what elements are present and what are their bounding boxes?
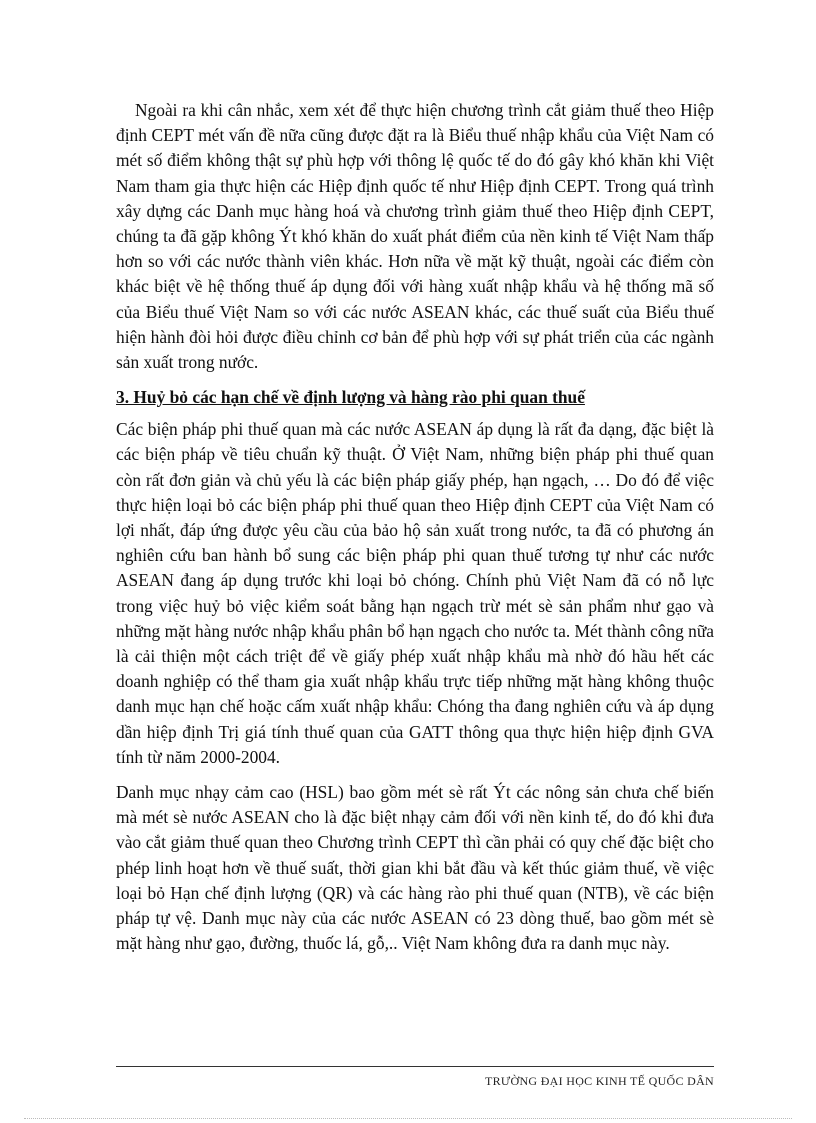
paragraph-sensitive-list: Danh mục nhạy cảm cao (HSL) bao gồm mét sè rất Ýt các nông sản chưa chế biến mà mét sè nước ASEAN cho là đặc biệt nhạy cảm đối với nền kinh tế, do đó khi đưa vào cắt giảm thuế quan theo Chương trình CEPT thì cần phải có quy chế đặc biệt cho phép linh hoạt hơn về thuế suất, thời gian khi bắt đầu và kết thúc giảm thuế, về việc loại bỏ Hạn chế định lượng (QR) và các hàng rào phi thuế quan (NTB), về các biện pháp tự vệ. Danh mục này của các nước ASEAN có 23 dòng thuế, bao gồm mét sè mặt hàng như gạo, đường, thuốc lá, gỗ,.. Việt Nam không đưa ra danh mục này. [116,782,714,954]
footer-university-name: TRƯỜNG ĐẠI HỌC KINH TẾ QUỐC DÂN [484,1074,714,1088]
paragraph-non-tariff-measures: Các biện pháp phi thuế quan mà các nước ASEAN áp dụng là rất đa dạng, đặc biệt là các biện pháp về tiêu chuẩn kỹ thuật. Ở Việt Nam, những biện pháp phi thuế quan còn rất đơn giản và chủ yếu là các biện pháp giấy phép, hạn ngạch, … Do đó để việc thực hiện loại bỏ các biện pháp phi thuế quan theo Hiệp định CEPT của Việt Nam có lợi nhất, đáp ứng được yêu cầu của bảo hộ sản xuất trong nước, ta đã có phương án nghiên cứu ban hành bổ sung các biện pháp phi quan thuế tương tự như các nước ASEAN đang áp dụng trước khi loại bỏ chóng. Chính phủ Việt Nam đã có nỗ lực trong việc huỷ bỏ việc kiểm soát bằng hạn ngạch trừ mét sè sản phẩm như gạo và những mặt hàng nước nhập khẩu phân bổ hạn ngạch cho nước ta. Mét thành công nữa là cải thiện một cách triệt để về giấy phép xuất nhập khẩu mà nhờ đó hầu hết các doanh nghiệp có thể tham gia xuất nhập khẩu trực tiếp những mặt hàng không thuộc danh mục hạn chế hoặc cấm xuất nhập khẩu: Chóng tha đang nghiên cứu và áp dụng dần hiệp định Trị giá tính thuế quan của GATT thông qua thực hiện hiệp định GVA tính từ năm 2000-2004. [116,419,714,767]
section-heading: 3. Huỷ bỏ các hạn chế về định lượng và hàng rào phi quan thuế [116,387,585,408]
paragraph-cept-tariff: Ngoài ra khi cân nhắc, xem xét để thực hiện chương trình cắt giảm thuế theo Hiệp định CEPT mét vấn đề nữa cũng được đặt ra là Biểu thuế nhập khẩu của Việt Nam có mét số điểm không thật sự phù hợp với thông lệ quốc tế do đó gây khó khăn khi Việt Nam tham gia thực hiện các Hiệp định quốc tế như Hiệp định CEPT. Trong quá trình xây dựng các Danh mục hàng hoá và chương trình giảm thuế theo Hiệp định CEPT, chúng ta đã gặp không Ýt khó khăn do xuất phát điểm của nền kinh tế Việt Nam thấp hơn so với các nước thành viên khác. Hơn nữa về mặt kỹ thuật, ngoài các điểm còn khác biệt về hệ thống thuế áp dụng đối với hàng xuất nhập khẩu và hệ thống mã số của Biểu thuế Việt Nam so với các nước ASEAN khác, các thuế suất của Biểu thuế hiện hành đòi hỏi được điều chỉnh cơ bản để phù hợp với sự phát triển của các ngành sản xuất trong nước. [116,100,714,373]
footer-divider [116,1066,714,1067]
document-page [116,98,714,957]
page-bottom-border [24,1118,792,1119]
